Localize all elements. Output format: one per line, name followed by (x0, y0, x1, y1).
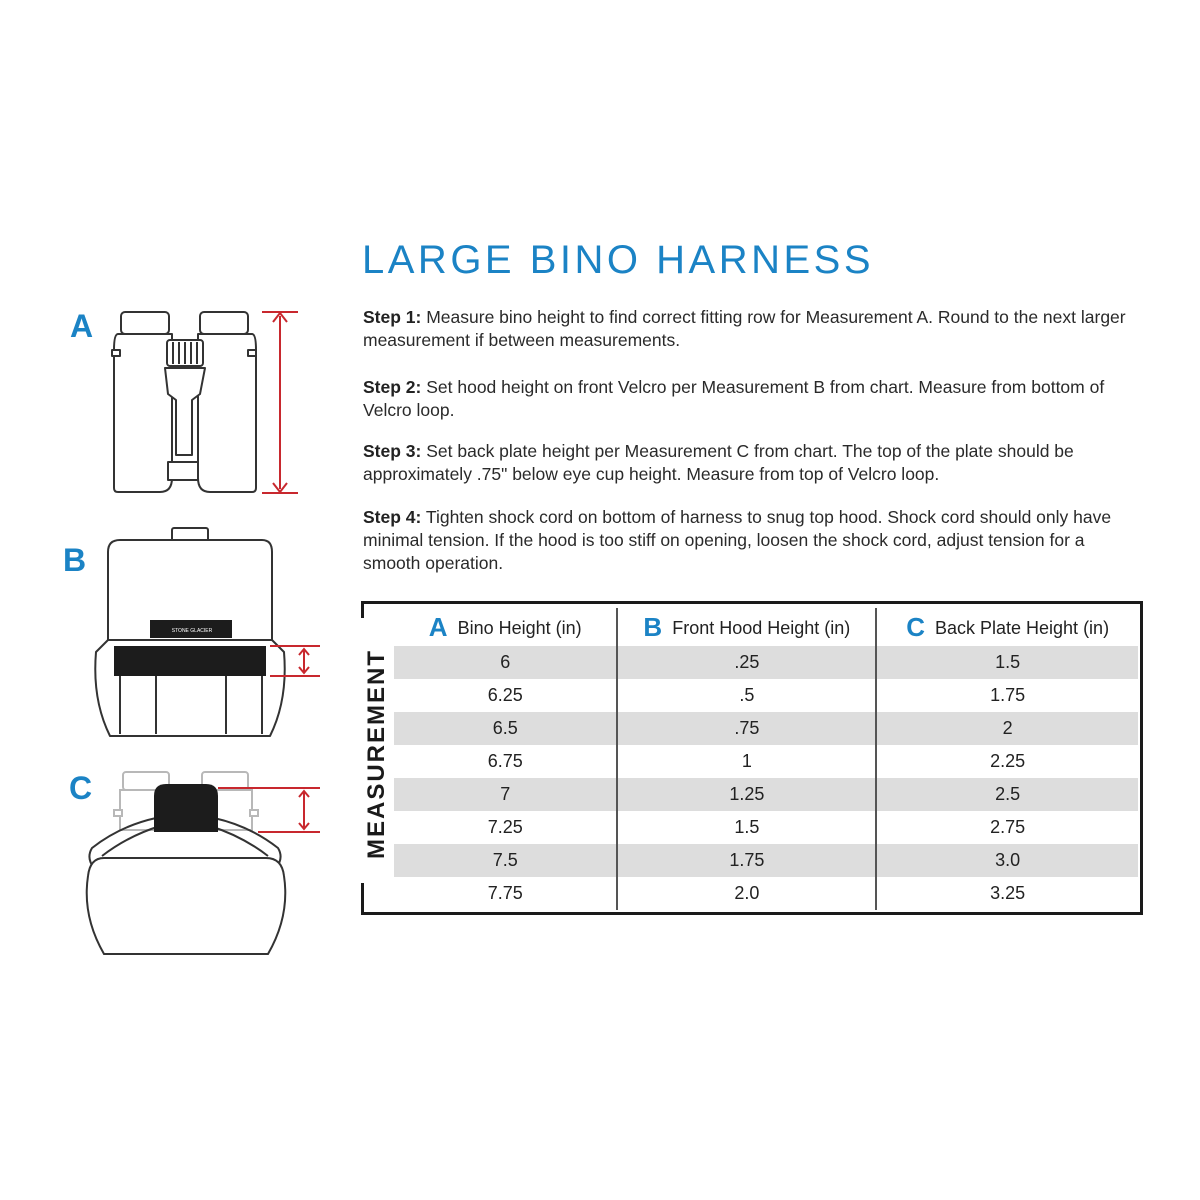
table-cell: 6.25 (394, 679, 617, 712)
hinge-clip (168, 462, 198, 480)
table-side-label (361, 644, 393, 864)
strap-lug (248, 350, 256, 356)
table-cell: 6 (394, 646, 617, 679)
table-cell: 7.75 (394, 877, 617, 910)
table-row (394, 811, 1138, 844)
binocular-diagram (112, 312, 256, 492)
table-cell: .5 (617, 679, 876, 712)
harness-diagrams (0, 0, 360, 1200)
table-cell: 6.5 (394, 712, 617, 745)
step-2 (363, 376, 1143, 422)
table-cell: .75 (617, 712, 876, 745)
step-text: Set back plate height per Measurement C from chart. The top of the plate should be approximately .75" below eye cup height. Measure from top of Velcro loop. (363, 441, 1074, 484)
table-row (394, 778, 1138, 811)
table-cell: 7.5 (394, 844, 617, 877)
table-cell: 6.75 (394, 745, 617, 778)
column-letter: B (643, 611, 663, 642)
table-cell: 2.75 (990, 817, 1026, 837)
step-text: Tighten shock cord on bottom of harness to snug top hood. Shock cord should only have minimal tension. If the hood is too stiff on opening, loosen the shock cord, adjust tension for a smooth operation. (363, 507, 1112, 573)
sizing-table (361, 601, 1143, 915)
column-label: Front Hood Height (in) (672, 617, 851, 638)
column-header-back-plate-height (876, 608, 1138, 646)
table-cell: 7.25 (394, 811, 617, 844)
table-cell: .25 (617, 646, 876, 679)
table-row (394, 745, 1138, 778)
velcro-strap (114, 646, 266, 676)
table-row (394, 646, 1138, 679)
diagram-letter-a: A (70, 308, 94, 344)
table-cell: 3.25 (990, 883, 1026, 903)
table-row (394, 844, 1138, 877)
step-1 (363, 306, 1143, 352)
diagram-letter-c: C (69, 770, 93, 806)
table-cell: 1.25 (617, 778, 876, 811)
step-label: Step 1: (363, 307, 422, 327)
right-barrel (198, 334, 256, 492)
measure-arrow-a (262, 312, 298, 493)
step-label: Step 4: (363, 507, 422, 527)
column-letter: C (906, 611, 925, 642)
table-cell: 7 (394, 778, 617, 811)
column-header-front-hood-height (617, 608, 876, 646)
table-header (394, 608, 1138, 646)
table-cell: 1 (617, 745, 876, 778)
table-cell: 2 (876, 712, 1138, 745)
step-4 (363, 506, 1143, 575)
diagram-letter-b: B (63, 542, 87, 578)
step-3 (363, 440, 1143, 486)
table-row (394, 877, 1138, 910)
back-plate (154, 784, 218, 832)
step-label: Step 2: (363, 377, 422, 397)
column-header-bino-height (394, 608, 617, 646)
table-cell: 2.0 (617, 877, 876, 910)
step-label: Step 3: (363, 441, 422, 461)
left-barrel (114, 334, 172, 492)
table-cell: 3.0 (876, 844, 1138, 877)
strap-lug (112, 350, 120, 356)
page-title: LARGE BINO HARNESS (362, 238, 875, 282)
left-eyecup (121, 312, 169, 334)
table-cell: 1.5 (876, 646, 1138, 679)
column-letter: A (428, 611, 448, 642)
column-label: Back Plate Height (in) (934, 617, 1110, 638)
table-cell: 1.5 (617, 811, 876, 844)
table-cell: 1.75 (617, 844, 876, 877)
column-label: Bino Height (in) (457, 617, 582, 638)
table-cell: 2.5 (876, 778, 1138, 811)
logo-text: STONE GLACIER (171, 628, 213, 634)
step-text: Set hood height on front Velcro per Measurement B from chart. Measure from bottom of Velcro loop. (363, 377, 1105, 420)
measurement-label: MEASUREMENT (363, 648, 391, 860)
table-row (394, 679, 1138, 712)
harness-body-back (87, 858, 286, 954)
table-row (394, 712, 1138, 745)
table-cell: 1.75 (990, 685, 1026, 705)
step-text: Measure bino height to find correct fitting row for Measurement A. Round to the next larger measurement if between measurements. (363, 307, 1126, 350)
right-eyecup (200, 312, 248, 334)
instructions (363, 306, 1143, 575)
table-cell: 2.25 (990, 751, 1026, 771)
sizing-grid (394, 608, 1138, 910)
